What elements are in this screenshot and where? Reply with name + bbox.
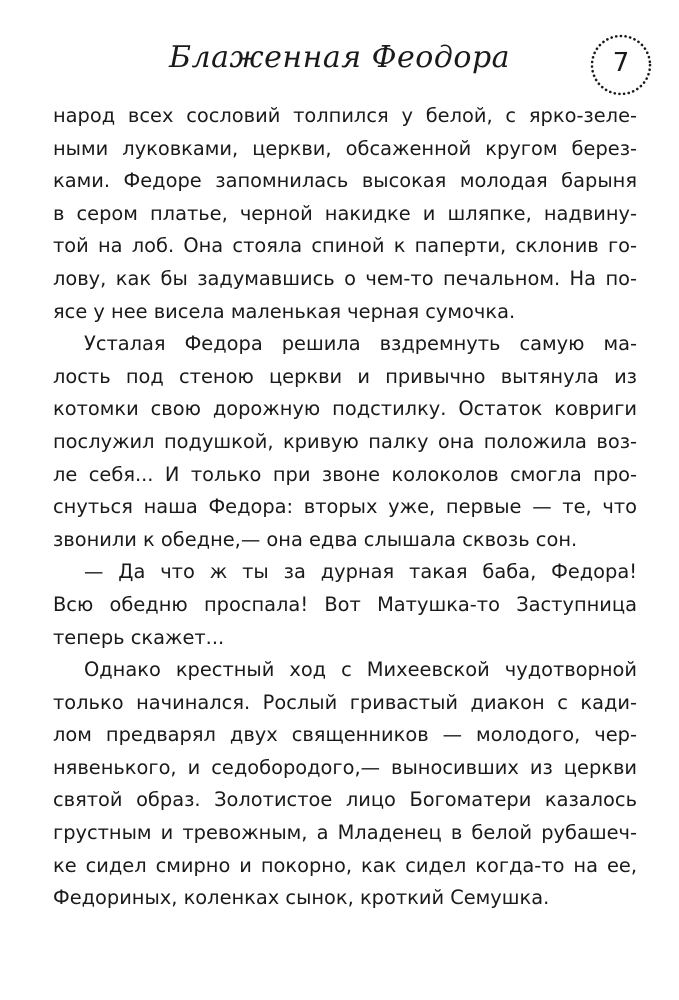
- text-line: грустным и тревожным, а Младенец в белой рубашеч-: [53, 821, 637, 845]
- text-line: в сером платье, черной накидке и шляпке, надвину-: [53, 201, 637, 225]
- text-line: снуться наша Федора: вторых уже, первые — те, что: [53, 495, 637, 519]
- text-line: ясе у нее висела маленькая черная сумочка.: [53, 299, 516, 323]
- body-text: [53, 100, 637, 915]
- text-line: ке сидел смирно и покорно, как сидел когда-то на ее,: [53, 853, 637, 877]
- text-line: теперь скажет...: [53, 625, 225, 649]
- text-line: Всю обедню проспала! Вот Матушка-то Заступница: [53, 592, 637, 616]
- text-line: ле себя... И только при звоне колоколов смогла про-: [53, 462, 637, 486]
- text-line: — Да что ж ты за дурная такая баба, Федора!: [84, 560, 637, 584]
- text-line: только начинался. Рослый гривастый диакон с кади-: [53, 690, 637, 714]
- text-line: ными луковками, церкви, обсаженной кругом берез-: [53, 136, 637, 160]
- text-line: послужил подушкой, кривую палку она положила воз-: [53, 429, 637, 453]
- text-line: лову, как бы задумавшись о чем-то печальном. На по-: [53, 266, 637, 290]
- text-line: лость под стеною церкви и привычно вытянула из: [53, 364, 637, 388]
- text-line: котомки свою дорожную подстилку. Остаток ковриги: [53, 397, 637, 421]
- text-line: лом предварял двух священников — молодого, чер-: [53, 723, 637, 747]
- text-line: Однако крестный ход с Михеевской чудотворной: [84, 658, 637, 682]
- text-line: той на лоб. Она стояла спиной к паперти, склонив го-: [53, 234, 637, 258]
- text-line: нявенького, и седобородого,— выносивших из церкви: [53, 755, 637, 779]
- page-number-badge: [589, 33, 653, 97]
- text-line: Усталая Федора решила вздремнуть самую ма-: [84, 332, 637, 356]
- text-line: ками. Федоре запомнилась высокая молодая барыня: [53, 169, 637, 193]
- text-line: звонили к обедне,— она едва слышала сквозь сон.: [53, 527, 578, 551]
- text-line: святой образ. Золотистое лицо Богоматери казалось: [53, 788, 637, 812]
- page-number: 7: [612, 48, 630, 78]
- text-line: народ всех сословий толпился у белой, с ярко-зеле-: [53, 104, 637, 127]
- text-line: Федориных, коленках сынок, кроткий Семушка.: [53, 886, 550, 910]
- running-title: Блаженная Феодора: [168, 40, 511, 75]
